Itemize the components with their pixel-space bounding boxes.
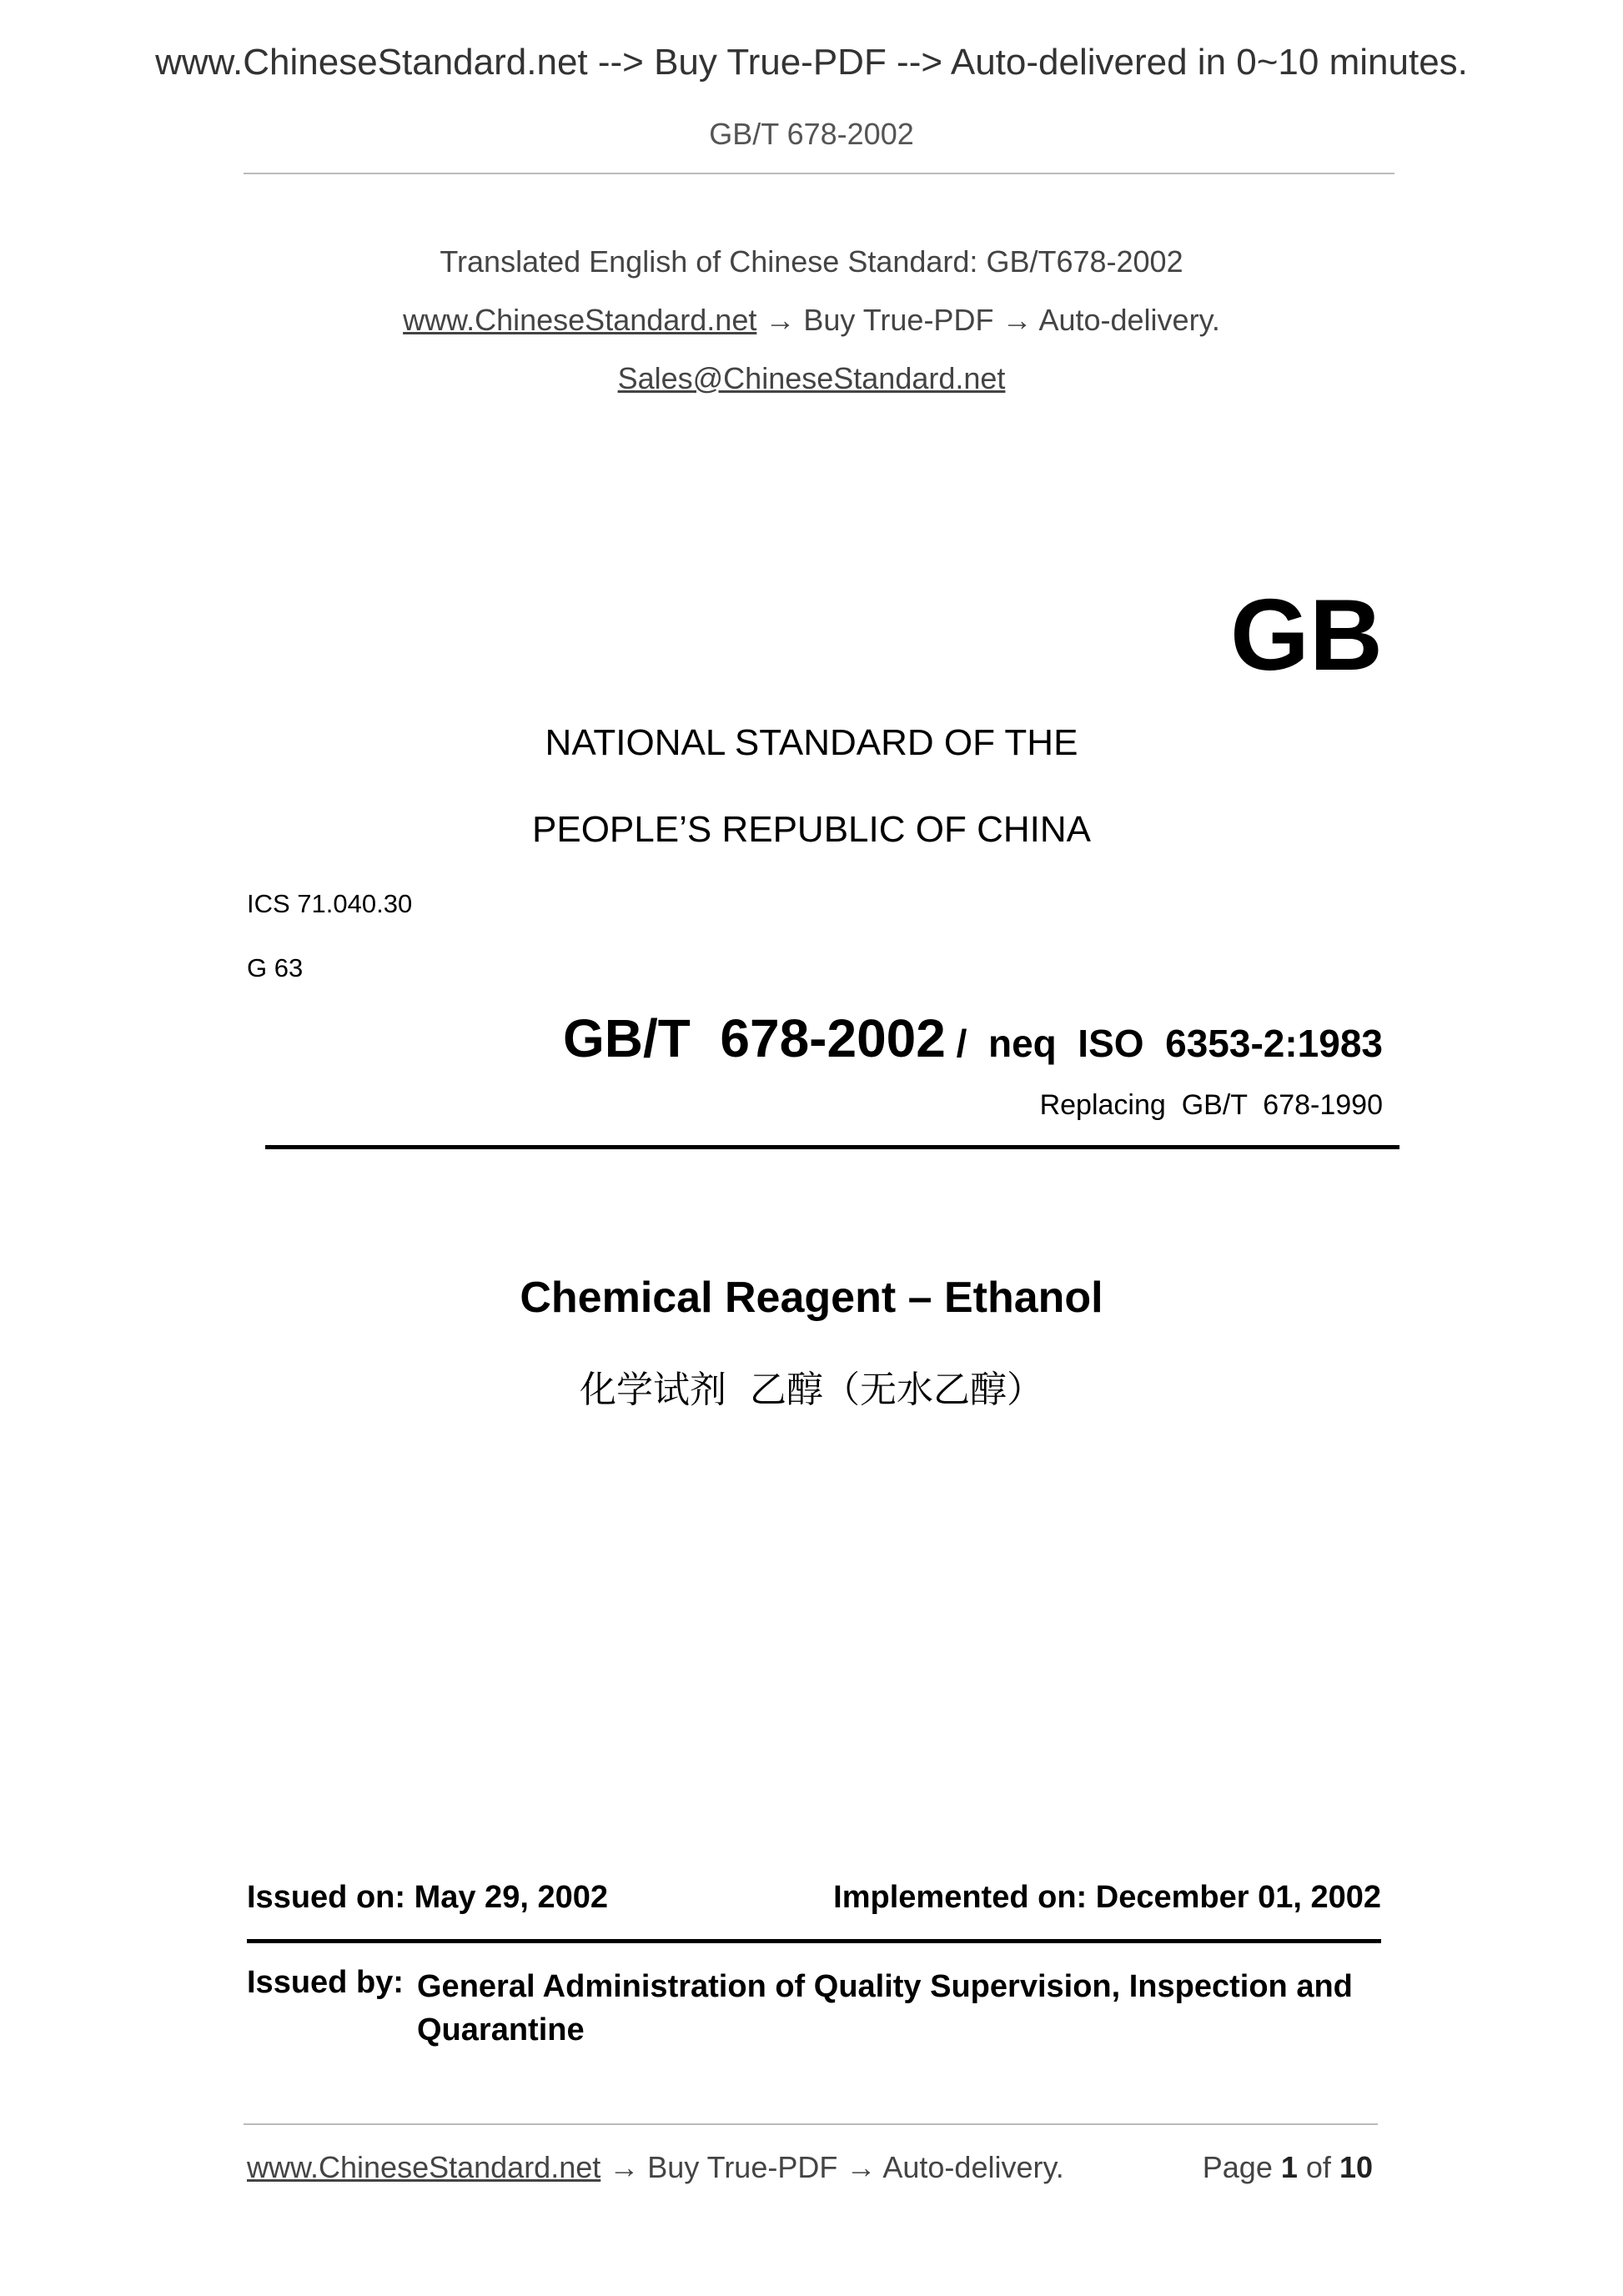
- issued-by-value: General Administration of Quality Supervision, Inspection and Quarantine: [417, 1969, 1353, 2047]
- auto-delivery-text: Auto-delivery.: [1038, 303, 1220, 337]
- sales-line: [0, 361, 1623, 396]
- footer-site-link[interactable]: www.ChineseStandard.net: [247, 2150, 601, 2184]
- title-divider: [265, 1145, 1399, 1149]
- national-standard-line-2: PEOPLE’S REPUBLIC OF CHINA: [532, 809, 1091, 850]
- ics-code: ICS 71.040.30: [247, 889, 413, 918]
- arrow-icon: →: [765, 303, 796, 337]
- page-number: 1: [1280, 2150, 1298, 2184]
- site-link[interactable]: www.ChineseStandard.net: [403, 303, 757, 337]
- of-label: of: [1305, 2150, 1331, 2184]
- arrow-icon: →: [609, 2150, 640, 2184]
- page-total: 10: [1339, 2150, 1373, 2184]
- issued-by-label: Issued by:: [247, 1965, 404, 2000]
- buy-text: Buy True-PDF: [803, 303, 994, 337]
- page-label: Page: [1202, 2150, 1273, 2184]
- page-indicator: [1203, 2150, 1373, 2185]
- header-standard-code: GB/T 678-2002: [709, 117, 914, 151]
- standard-number-main: GB/T 678-2002: [562, 1008, 946, 1068]
- sales-email-link[interactable]: Sales@ChineseStandard.net: [617, 361, 1006, 395]
- buy-line: [0, 303, 1623, 338]
- footer-buy-text: Buy True-PDF: [647, 2150, 838, 2184]
- issued-on-date: Issued on: May 29, 2002: [247, 1880, 608, 1915]
- classification-code: G 63: [247, 953, 304, 982]
- top-banner: www.ChineseStandard.net --> Buy True-PDF --> Auto-delivered in 0~10 minutes.: [155, 42, 1468, 83]
- footer-auto-delivery-text: Auto-delivery.: [882, 2150, 1064, 2184]
- standard-number: [563, 1007, 1383, 1069]
- translated-note: Translated English of Chinese Standard: GB/T678-2002: [440, 244, 1183, 279]
- header-divider: [244, 173, 1394, 174]
- standard-equivalence: / neq ISO 6353-2:1983: [945, 1022, 1383, 1065]
- national-standard-line-1: NATIONAL STANDARD OF THE: [545, 722, 1078, 763]
- arrow-icon: →: [1002, 303, 1033, 337]
- arrow-icon: →: [846, 2150, 877, 2184]
- footer-divider: [244, 2123, 1378, 2125]
- implemented-on-date: Implemented on: December 01, 2002: [833, 1880, 1381, 1915]
- issue-divider: [247, 1939, 1381, 1943]
- gb-mark: GB: [1230, 578, 1383, 691]
- document-title: Chemical Reagent – Ethanol: [520, 1274, 1103, 1322]
- replacing-standard: Replacing GB/T 678-1990: [1039, 1089, 1383, 1121]
- document-title-chinese: 化学试剂 乙醇（无水乙醇）: [580, 1369, 1043, 1411]
- footer-links: [247, 2150, 1064, 2185]
